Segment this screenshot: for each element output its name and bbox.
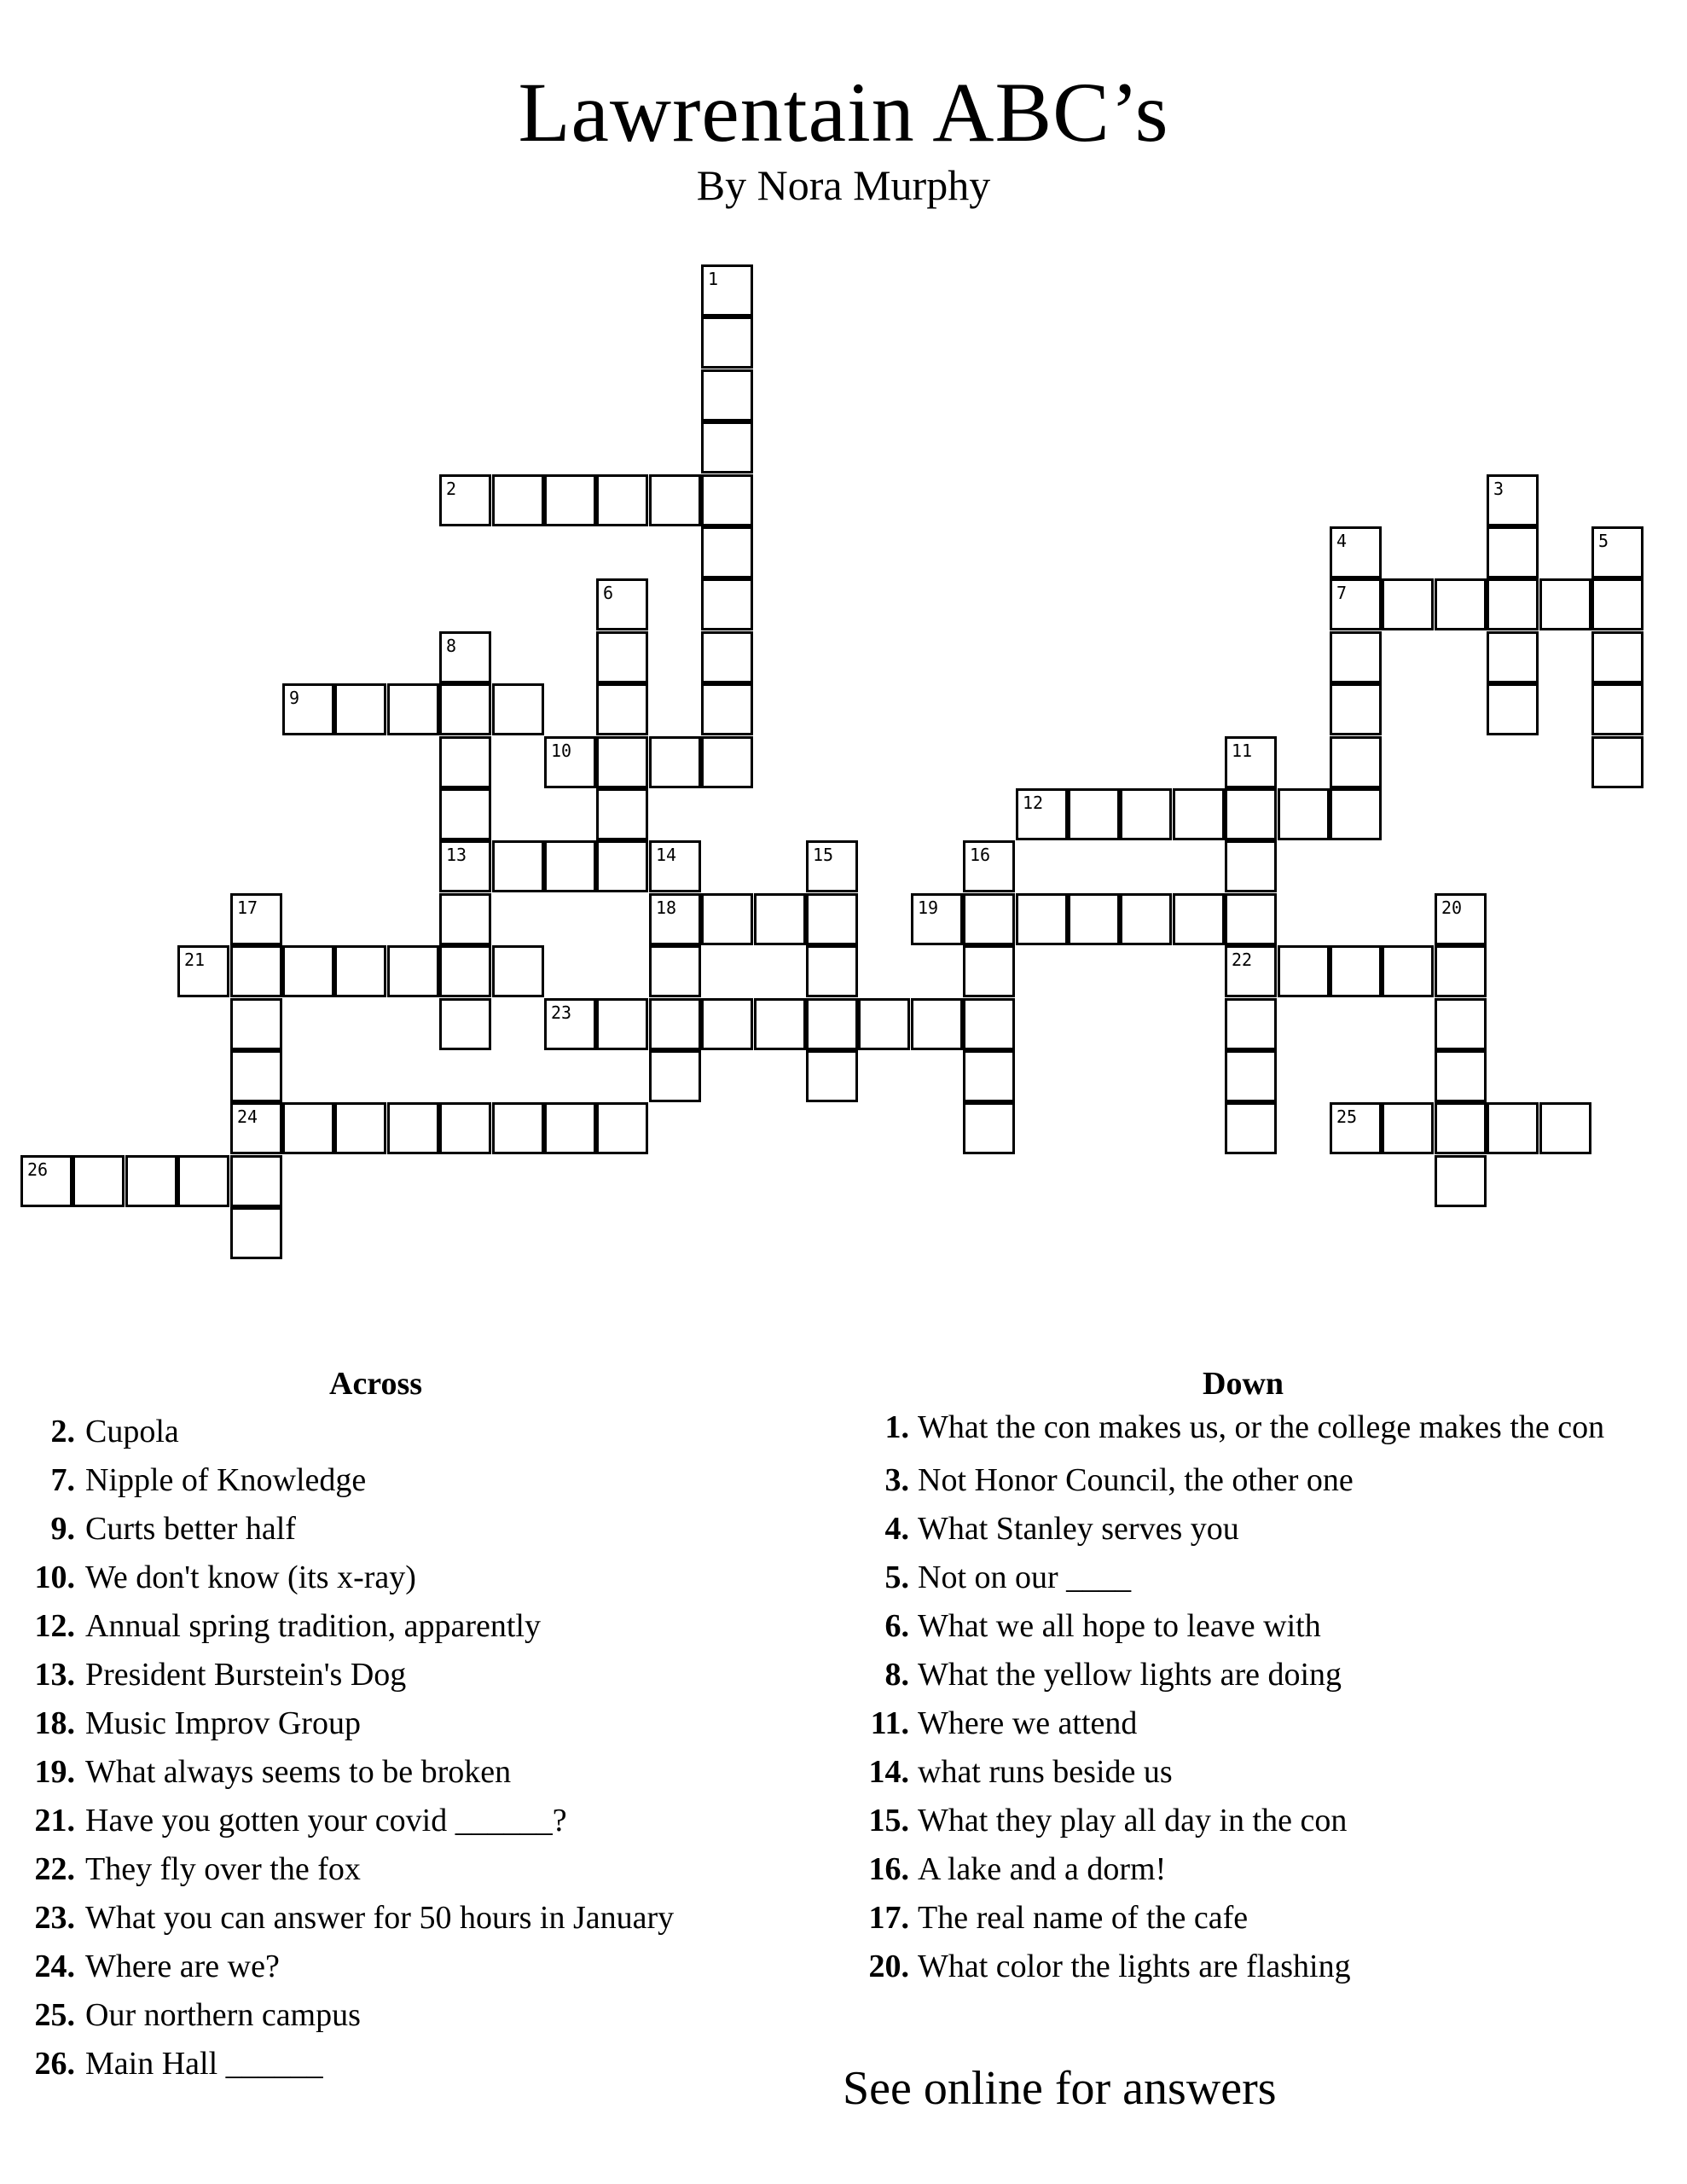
down-clue: 15. What they play all day in the con: [868, 1803, 1348, 1838]
grid-cell[interactable]: [1330, 578, 1382, 630]
grid-cell[interactable]: [439, 683, 491, 735]
down-clue: 8. What the yellow lights are doing: [884, 1657, 1342, 1693]
across-clue: 23. What you can answer for 50 hours in January: [34, 1900, 675, 1936]
across-heading: Across: [329, 1366, 423, 1402]
grid-cell[interactable]: [596, 631, 648, 683]
down-clue: 3. Not Honor Council, the other one: [884, 1462, 1354, 1498]
grid-cell[interactable]: [492, 683, 544, 735]
grid-cell[interactable]: [701, 421, 753, 473]
grid-cell[interactable]: [282, 945, 334, 997]
grid-cell[interactable]: [230, 1155, 282, 1207]
down-clue: 17. The real name of the cafe: [868, 1900, 1249, 1936]
across-clue: 18. Music Improv Group: [34, 1705, 361, 1741]
grid-cell[interactable]: [963, 945, 1015, 997]
grid-cell[interactable]: [387, 945, 439, 997]
grid-cell[interactable]: [1225, 1102, 1277, 1154]
grid-cell[interactable]: [1173, 788, 1225, 840]
puzzle-title: Lawrentain ABC’s: [518, 65, 1169, 160]
grid-cell[interactable]: [1330, 631, 1382, 683]
clue-number: 14: [656, 845, 677, 865]
grid-cell[interactable]: [1225, 840, 1277, 892]
grid-cell[interactable]: [1330, 945, 1382, 997]
grid-cell[interactable]: [439, 1102, 491, 1154]
grid-cell[interactable]: [596, 578, 648, 630]
grid-cell[interactable]: [701, 474, 753, 526]
grid-cell[interactable]: [754, 998, 806, 1050]
grid-cell[interactable]: [649, 840, 701, 892]
grid-cell[interactable]: [1382, 578, 1434, 630]
grid-cell[interactable]: [701, 264, 753, 317]
grid-cell[interactable]: [1016, 893, 1068, 945]
grid-cell[interactable]: [596, 788, 648, 840]
grid-cell[interactable]: [1225, 893, 1277, 945]
clue-number: 2: [446, 479, 457, 499]
grid-cell[interactable]: [1487, 631, 1539, 683]
grid-cell[interactable]: [282, 683, 334, 735]
grid-cell[interactable]: [1435, 1102, 1487, 1154]
clue-number: 22: [1232, 950, 1253, 970]
across-clue: 10. We don't know (its x-ray): [34, 1560, 416, 1595]
across-clues: [32, 1408, 800, 2088]
grid-cell[interactable]: [649, 736, 701, 788]
grid-cell[interactable]: [1435, 893, 1487, 945]
across-clue: 2. Cupola: [50, 1414, 179, 1449]
grid-cell[interactable]: [649, 945, 701, 997]
grid-cell[interactable]: [387, 683, 439, 735]
grid-cell[interactable]: [911, 998, 963, 1050]
grid-cell[interactable]: [1330, 736, 1382, 788]
grid-cell[interactable]: [963, 1102, 1015, 1154]
clue-number: 15: [813, 845, 834, 865]
grid-cell[interactable]: [230, 1050, 282, 1102]
grid-cell[interactable]: [1591, 683, 1644, 735]
clue-number: 26: [27, 1159, 49, 1180]
grid-cell[interactable]: [1487, 526, 1539, 578]
grid-cell[interactable]: [1591, 736, 1644, 788]
grid-cell[interactable]: [596, 736, 648, 788]
grid-cell[interactable]: [701, 736, 753, 788]
grid-cell[interactable]: [1382, 945, 1434, 997]
grid-cell[interactable]: [544, 474, 596, 526]
grid-cell[interactable]: [1539, 1102, 1591, 1154]
grid-cell[interactable]: [1435, 945, 1487, 997]
grid-cell[interactable]: [439, 631, 491, 683]
grid-cell[interactable]: [544, 736, 596, 788]
grid-cell[interactable]: [806, 945, 858, 997]
grid-cell[interactable]: [963, 998, 1015, 1050]
clue-number: 11: [1232, 741, 1253, 761]
grid-cell[interactable]: [596, 474, 648, 526]
grid-cell[interactable]: [754, 893, 806, 945]
clue-number: 19: [918, 897, 939, 918]
grid-cell[interactable]: [230, 998, 282, 1050]
down-clue: 11. Where we attend: [870, 1705, 1138, 1741]
grid-cell[interactable]: [1225, 945, 1277, 997]
grid-cell[interactable]: [649, 1050, 701, 1102]
grid-cell[interactable]: [439, 945, 491, 997]
grid-cell[interactable]: [1225, 1050, 1277, 1102]
grid-cell[interactable]: [439, 893, 491, 945]
grid-cell[interactable]: [1487, 578, 1539, 630]
grid-cell[interactable]: [701, 683, 753, 735]
grid-cell[interactable]: [1173, 893, 1225, 945]
grid-cell[interactable]: [806, 1050, 858, 1102]
grid-cell[interactable]: [1225, 998, 1277, 1050]
grid-cell[interactable]: [544, 998, 596, 1050]
down-clue: 5. Not on our ____: [884, 1560, 1132, 1595]
down-heading: Down: [1203, 1366, 1284, 1402]
puzzle-byline: By Nora Murphy: [696, 161, 991, 209]
across-clue: 19. What always seems to be broken: [34, 1754, 512, 1790]
grid-cell[interactable]: [1435, 998, 1487, 1050]
grid-cell[interactable]: [806, 998, 858, 1050]
clue-number: 16: [970, 845, 991, 865]
grid-cell[interactable]: [701, 998, 753, 1050]
grid-cell[interactable]: [72, 1155, 125, 1207]
grid-cell[interactable]: [596, 840, 648, 892]
grid-cell[interactable]: [1330, 683, 1382, 735]
grid-cell[interactable]: [20, 1155, 72, 1207]
grid-cell[interactable]: [701, 631, 753, 683]
grid-cell[interactable]: [1120, 788, 1172, 840]
clue-number: 25: [1336, 1107, 1358, 1127]
grid-cell[interactable]: [492, 1102, 544, 1154]
grid-cell[interactable]: [177, 1155, 229, 1207]
down-clue: 6. What we all hope to leave with: [884, 1608, 1321, 1644]
answers-note: See online for answers: [843, 2062, 1277, 2115]
down-clue: 16. A lake and a dorm!: [868, 1851, 1167, 1887]
grid-cell[interactable]: [439, 998, 491, 1050]
grid-cell[interactable]: [125, 1155, 177, 1207]
grid-cell[interactable]: [1330, 526, 1382, 578]
grid-cell[interactable]: [544, 1102, 596, 1154]
across-clue: 26. Main Hall ______: [34, 2046, 323, 2082]
grid-cell[interactable]: [963, 840, 1015, 892]
clue-number: 20: [1441, 897, 1463, 918]
grid-cell[interactable]: [177, 945, 229, 997]
grid-cell[interactable]: [596, 998, 648, 1050]
grid-cell[interactable]: [701, 893, 753, 945]
grid-cell[interactable]: [1435, 1155, 1487, 1207]
grid-cell[interactable]: [230, 1207, 282, 1259]
grid-cell[interactable]: [1330, 788, 1382, 840]
grid-cell[interactable]: [334, 1102, 386, 1154]
grid-cell[interactable]: [282, 1102, 334, 1154]
across-clue: 7. Nipple of Knowledge: [50, 1462, 367, 1498]
down-clue: 4. What Stanley serves you: [884, 1511, 1239, 1547]
grid-cell[interactable]: [230, 945, 282, 997]
clue-number: 12: [1023, 793, 1044, 813]
grid-cell[interactable]: [1435, 578, 1487, 630]
grid-cell[interactable]: [701, 317, 753, 369]
grid-cell[interactable]: [963, 893, 1015, 945]
across-clue: 13. President Burstein's Dog: [34, 1657, 407, 1693]
clue-number: 10: [551, 741, 572, 761]
grid-cell[interactable]: [387, 1102, 439, 1154]
grid-cell[interactable]: [334, 683, 386, 735]
grid-cell[interactable]: [1487, 474, 1539, 526]
down-clue: 20. What color the lights are flashing: [868, 1949, 1351, 1984]
grid-cell[interactable]: [596, 1102, 648, 1154]
grid-cell[interactable]: [701, 578, 753, 630]
grid-cell[interactable]: [596, 683, 648, 735]
grid-cell[interactable]: [1330, 1102, 1382, 1154]
clue-number: 13: [446, 845, 467, 865]
across-clue: 24. Where are we?: [34, 1949, 280, 1984]
grid-cell[interactable]: [439, 840, 491, 892]
clue-number: 18: [656, 897, 677, 918]
grid-cell[interactable]: [1120, 893, 1172, 945]
grid-cell[interactable]: [544, 840, 596, 892]
grid-cell[interactable]: [1382, 1102, 1434, 1154]
across-clue: 21. Have you gotten your covid ______?: [34, 1803, 567, 1838]
clue-number: 4: [1336, 531, 1348, 551]
grid-cell[interactable]: [439, 736, 491, 788]
grid-cell[interactable]: [1225, 788, 1277, 840]
grid-cell[interactable]: [439, 474, 491, 526]
grid-cell[interactable]: [1278, 945, 1330, 997]
clue-number: 17: [237, 897, 258, 918]
clue-number: 8: [446, 636, 457, 656]
grid-cell[interactable]: [806, 893, 858, 945]
grid-cell[interactable]: [492, 474, 544, 526]
down-clues: [861, 1408, 1629, 1991]
clue-number: 24: [237, 1107, 258, 1127]
grid-cell[interactable]: [230, 1102, 282, 1154]
across-clue: 9. Curts better half: [50, 1511, 296, 1547]
clue-number: 7: [1336, 583, 1348, 603]
grid-cell[interactable]: [1591, 526, 1644, 578]
grid-cell[interactable]: [1591, 578, 1644, 630]
down-clue: 1. What the con makes us, or the college makes the con: [884, 1409, 1605, 1445]
grid-cell[interactable]: [1016, 788, 1068, 840]
grid-cell[interactable]: [858, 998, 910, 1050]
clue-number: 6: [603, 583, 614, 603]
grid-cell[interactable]: [911, 893, 963, 945]
grid-cell[interactable]: [439, 788, 491, 840]
grid-cell[interactable]: [701, 526, 753, 578]
grid-cell[interactable]: [230, 893, 282, 945]
across-clue: 22. They fly over the fox: [34, 1851, 361, 1887]
grid-cell[interactable]: [1487, 683, 1539, 735]
grid-cell[interactable]: [1068, 893, 1120, 945]
clue-number: 23: [551, 1002, 572, 1023]
grid-cell[interactable]: [1539, 578, 1591, 630]
grid-cell[interactable]: [649, 893, 701, 945]
across-clue: 25. Our northern campus: [34, 1997, 361, 2033]
grid-cell[interactable]: [963, 1050, 1015, 1102]
grid-cell[interactable]: [1591, 631, 1644, 683]
grid-cell[interactable]: [1068, 788, 1120, 840]
clue-number: 21: [184, 950, 206, 970]
grid-cell[interactable]: [649, 474, 701, 526]
clue-number: 5: [1598, 531, 1609, 551]
across-clue: 12. Annual spring tradition, apparently: [34, 1608, 541, 1644]
grid-cell[interactable]: [492, 840, 544, 892]
grid-cell[interactable]: [492, 945, 544, 997]
down-clue: 14. what runs beside us: [868, 1754, 1173, 1790]
grid-cell[interactable]: [1435, 1050, 1487, 1102]
grid-cell[interactable]: [1225, 736, 1277, 788]
grid-cell[interactable]: [1278, 788, 1330, 840]
clue-number: 3: [1493, 479, 1504, 499]
clue-number: 9: [289, 688, 300, 708]
grid-cell[interactable]: [1487, 1102, 1539, 1154]
grid-cell[interactable]: [806, 840, 858, 892]
grid-cell[interactable]: [701, 369, 753, 421]
grid-cell[interactable]: [649, 998, 701, 1050]
clue-number: 1: [708, 269, 719, 289]
grid-cell[interactable]: [334, 945, 386, 997]
